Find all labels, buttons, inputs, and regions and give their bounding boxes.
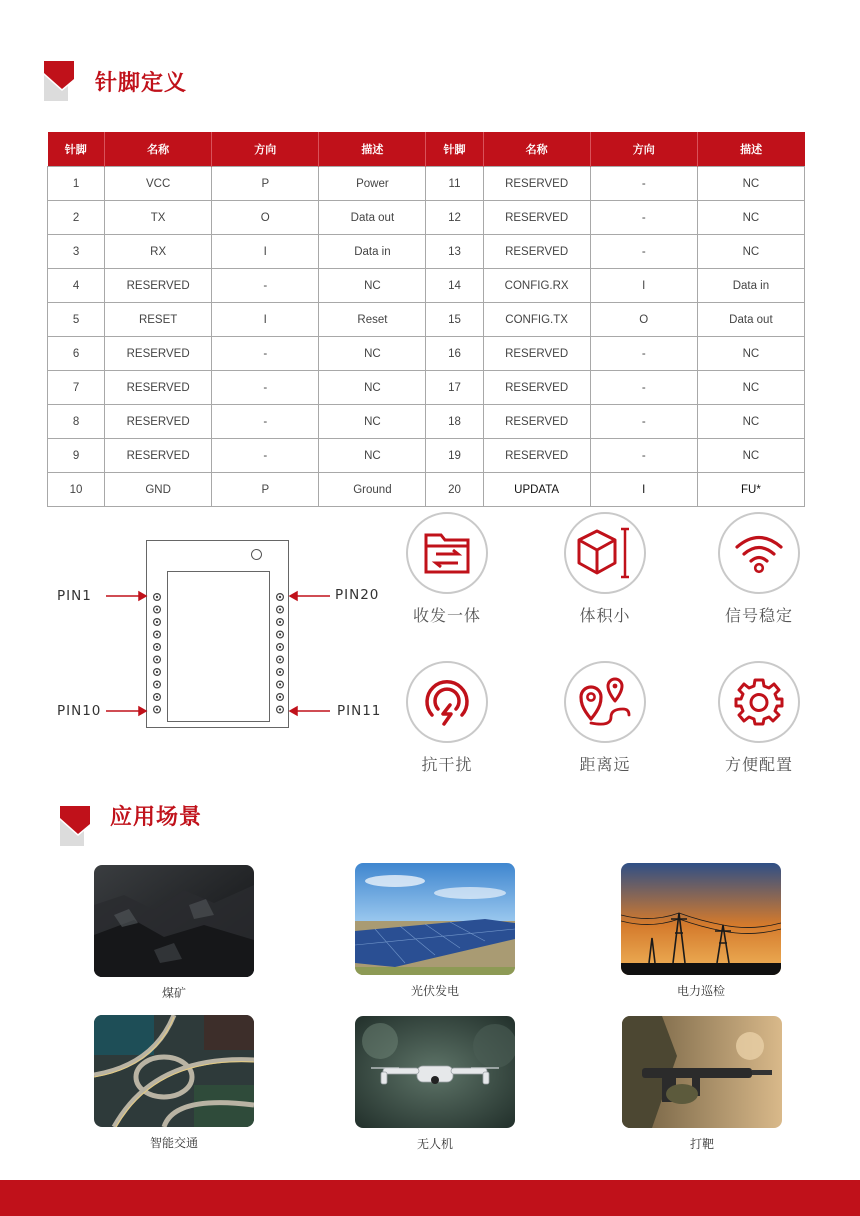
application-power-inspection xyxy=(621,863,781,999)
application-drone xyxy=(355,1016,515,1152)
table-cell: 7 xyxy=(48,371,105,405)
application-label: 煤矿 xyxy=(161,986,186,1000)
feature-label: 体积小 xyxy=(579,606,631,625)
application-label: 光伏发电 xyxy=(410,984,459,998)
application-label: 无人机 xyxy=(416,1137,453,1151)
table-cell: UPDATA xyxy=(483,473,590,507)
table-cell: I xyxy=(590,269,697,303)
table-cell: NC xyxy=(697,371,804,405)
feature-circle xyxy=(718,512,800,594)
table-cell: RX xyxy=(105,235,212,269)
table-cell: I xyxy=(212,303,319,337)
table-cell: Data out xyxy=(697,303,804,337)
table-cell: P xyxy=(212,167,319,201)
table-cell: NC xyxy=(319,439,426,473)
feature-long-range xyxy=(545,661,665,775)
table-cell: RESERVED xyxy=(105,439,212,473)
wifi-signal-icon xyxy=(734,532,784,574)
pin10-label: PIN10 xyxy=(57,703,102,719)
table-cell: RESERVED xyxy=(483,235,590,269)
folder-transfer-icon xyxy=(423,531,471,575)
table-cell: RESET xyxy=(105,303,212,337)
table-header-cell: 针脚 xyxy=(48,132,105,167)
table-cell: - xyxy=(212,269,319,303)
table-cell: 11 xyxy=(426,167,483,201)
table-cell: - xyxy=(590,405,697,439)
table-cell: 14 xyxy=(426,269,483,303)
table-cell: O xyxy=(212,201,319,235)
table-cell: CONFIG.TX xyxy=(483,303,590,337)
section-marker-icon xyxy=(60,806,90,846)
feature-easy-config xyxy=(699,661,819,775)
table-cell: NC xyxy=(697,167,804,201)
table-cell: - xyxy=(212,439,319,473)
cube-size-icon xyxy=(575,525,635,581)
feature-circle xyxy=(564,661,646,743)
table-cell: RESERVED xyxy=(483,167,590,201)
application-label: 电力巡检 xyxy=(676,984,725,998)
power-line-image xyxy=(621,863,781,975)
table-cell: 8 xyxy=(48,405,105,439)
table-cell: 9 xyxy=(48,439,105,473)
pin20-label: PIN20 xyxy=(335,587,380,603)
pin1-label: PIN1 xyxy=(57,588,92,604)
table-cell: NC xyxy=(697,235,804,269)
feature-stable-signal xyxy=(699,512,819,626)
table-cell: RESERVED xyxy=(483,439,590,473)
table-cell: NC xyxy=(319,337,426,371)
table-cell: FU* xyxy=(697,473,804,507)
application-solar xyxy=(355,863,515,999)
table-cell: P xyxy=(212,473,319,507)
feature-circle xyxy=(718,661,800,743)
traffic-image xyxy=(94,1015,254,1127)
table-cell: - xyxy=(590,201,697,235)
table-cell: - xyxy=(212,371,319,405)
table-cell: RESERVED xyxy=(105,269,212,303)
drone-image xyxy=(355,1016,515,1128)
table-header-cell: 方向 xyxy=(590,132,697,167)
table-cell: 17 xyxy=(426,371,483,405)
table-header-cell: 描述 xyxy=(697,132,804,167)
solar-image xyxy=(355,863,515,975)
table-cell: RESERVED xyxy=(483,337,590,371)
feature-transceiver xyxy=(387,512,507,626)
table-header-cell: 名称 xyxy=(483,132,590,167)
feature-label: 方便配置 xyxy=(724,755,793,774)
feature-anti-interference xyxy=(387,661,507,775)
table-cell: 20 xyxy=(426,473,483,507)
table-cell: - xyxy=(590,337,697,371)
table-cell: TX xyxy=(105,201,212,235)
feature-label: 抗干扰 xyxy=(421,755,473,774)
shooting-image xyxy=(622,1016,782,1128)
application-smart-traffic xyxy=(94,1015,254,1151)
table-cell: RESERVED xyxy=(105,337,212,371)
table-cell: 4 xyxy=(48,269,105,303)
pin11-label: PIN11 xyxy=(337,703,382,719)
table-cell: - xyxy=(212,337,319,371)
table-cell: - xyxy=(590,167,697,201)
table-cell: NC xyxy=(319,371,426,405)
table-cell: RESERVED xyxy=(105,371,212,405)
table-cell: NC xyxy=(697,337,804,371)
feature-label: 信号稳定 xyxy=(724,606,793,625)
table-cell: Data in xyxy=(319,235,426,269)
table-cell: VCC xyxy=(105,167,212,201)
table-cell: Power xyxy=(319,167,426,201)
table-cell: 3 xyxy=(48,235,105,269)
table-cell: RESERVED xyxy=(483,201,590,235)
application-label: 智能交通 xyxy=(149,1136,198,1150)
table-cell: 16 xyxy=(426,337,483,371)
table-cell: Ground xyxy=(319,473,426,507)
table-cell: NC xyxy=(697,201,804,235)
feature-small-size xyxy=(545,512,665,626)
table-cell: GND xyxy=(105,473,212,507)
feature-label: 距离远 xyxy=(579,755,631,774)
feature-label: 收发一体 xyxy=(412,606,481,625)
table-cell: RESERVED xyxy=(483,371,590,405)
table-cell: 13 xyxy=(426,235,483,269)
feature-circle xyxy=(406,512,488,594)
table-cell: Reset xyxy=(319,303,426,337)
table-cell: O xyxy=(590,303,697,337)
application-target-shooting xyxy=(622,1016,782,1152)
table-cell: 5 xyxy=(48,303,105,337)
table-cell: 15 xyxy=(426,303,483,337)
table-cell: NC xyxy=(319,269,426,303)
table-cell: - xyxy=(590,439,697,473)
table-cell: 6 xyxy=(48,337,105,371)
table-cell: 1 xyxy=(48,167,105,201)
table-cell: RESERVED xyxy=(105,405,212,439)
table-cell: NC xyxy=(697,439,804,473)
table-cell: 18 xyxy=(426,405,483,439)
table-cell: Data in xyxy=(697,269,804,303)
route-distance-icon xyxy=(577,675,633,729)
table-cell: - xyxy=(590,371,697,405)
table-cell: 12 xyxy=(426,201,483,235)
section-title-applications: 应用场景 xyxy=(110,805,203,830)
table-header-cell: 描述 xyxy=(319,132,426,167)
table-header-cell: 针脚 xyxy=(426,132,483,167)
table-cell: NC xyxy=(697,405,804,439)
coal-mine-image xyxy=(94,865,254,977)
feature-circle xyxy=(406,661,488,743)
application-coal-mine xyxy=(94,865,254,1001)
table-cell: - xyxy=(590,235,697,269)
table-cell: Data out xyxy=(319,201,426,235)
table-cell: I xyxy=(590,473,697,507)
table-header-cell: 方向 xyxy=(212,132,319,167)
anti-interference-icon xyxy=(422,677,472,727)
table-cell: NC xyxy=(319,405,426,439)
table-cell: 19 xyxy=(426,439,483,473)
application-label: 打靶 xyxy=(689,1137,714,1151)
table-cell: CONFIG.RX xyxy=(483,269,590,303)
section-title-pins: 针脚定义 xyxy=(95,71,188,96)
table-cell: - xyxy=(212,405,319,439)
table-header-cell: 名称 xyxy=(105,132,212,167)
feature-circle xyxy=(564,512,646,594)
table-cell: RESERVED xyxy=(483,405,590,439)
table-cell: I xyxy=(212,235,319,269)
table-cell: 10 xyxy=(48,473,105,507)
footer-bar xyxy=(0,1180,860,1216)
table-cell: 2 xyxy=(48,201,105,235)
gear-icon xyxy=(734,677,784,727)
